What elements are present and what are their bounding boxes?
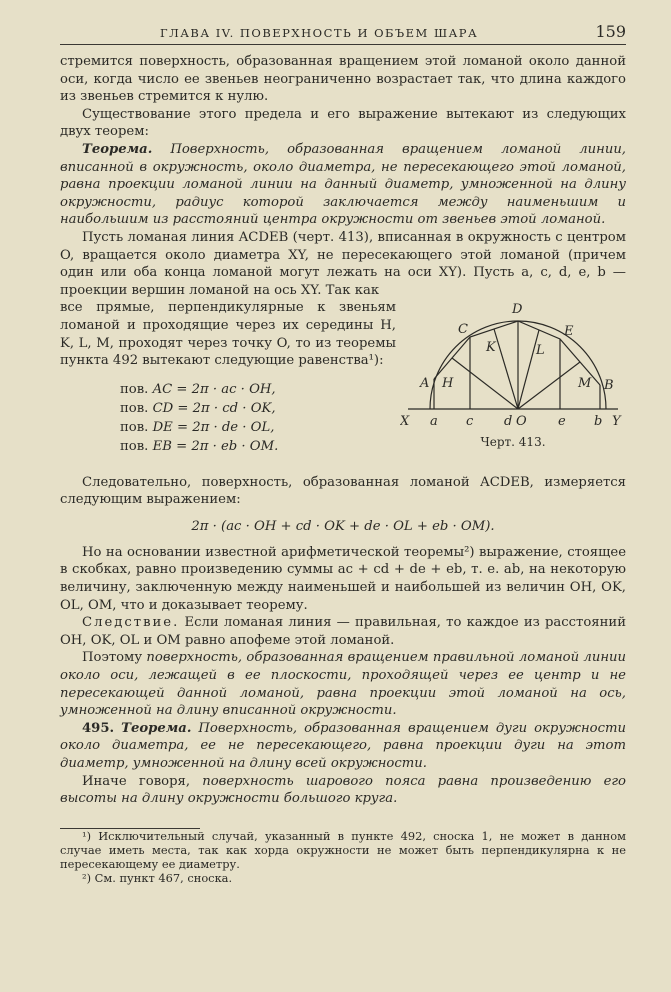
label-A: A <box>420 376 430 392</box>
label-D: D <box>512 302 523 318</box>
theorem-1-text: Поверхность, образованная вращением ломаной линии, вписанной в окружность, около диаметра, не пересекающего этой ломаной, равна проекции ломаной линии на данный диаметр, умноженной на длину окружности, радиус которой заключается между наименьшим и наибольшим из расстояний центра окружности от звеньев этой ломаной. <box>60 141 626 228</box>
paragraph-1: стремится поверхность, образованная вращением этой ломаной около данной оси, когда число ее звеньев неограниченно возрастает так, что длина каждого из звеньев стремится к нулю. <box>60 54 626 105</box>
paragraph-5: Но на основании известной арифметической теоремы²) выражение, стоящее в скобках, равно произведению суммы ac + cd + de + eb, т. е. ab, на некоторую величину, заключенную между наименьшей и наибольшей из величин OH, OK, OL, OM, что и доказывает теорему. <box>60 544 626 613</box>
paragraph-6-lead: Поэтому <box>82 650 143 666</box>
theorem-1 <box>60 141 626 229</box>
theorem-495 <box>60 720 626 773</box>
label-a: a <box>430 414 438 430</box>
equation-1: пов. AC = 2π · ac · OH, <box>120 381 276 397</box>
equation-3: пов. DE = 2π · de · OL, <box>120 419 275 435</box>
label-O: O <box>516 414 527 430</box>
figure-413-drawing <box>400 299 626 429</box>
theorem-1-label: Теорема. <box>82 141 153 157</box>
label-c: c <box>466 414 474 430</box>
paragraph-6-text: поверхность, образованная вращением правильной ломаной линии около оси, лежащей в ее плоскости, проходящей через ее центр и не пересекающей данной ломаной, равна проекции этой ломаной на ось, умноженной на длину вписанной окружности. <box>60 650 626 719</box>
theorem-495-label: Теорема. <box>121 720 192 736</box>
paragraph-7 <box>60 773 626 808</box>
label-M: M <box>578 376 592 392</box>
equation-2: пов. CD = 2π · cd · OK, <box>120 400 276 416</box>
corollary-label: Следствие. <box>82 615 180 631</box>
label-Y: Y <box>612 414 621 430</box>
equation-4: пов. EB = 2π · eb · OM. <box>120 438 279 454</box>
figure-caption: Черт. 413. <box>480 435 546 450</box>
figure-block <box>60 299 626 455</box>
theorem-495-text: Поверхность, образованная вращением дуги окружности около диаметра, ее не пересекающего, равна проекции дуги на этот диаметр, умноженной на длину всей окружности. <box>60 720 626 771</box>
paragraph-3-continued: все прямые, перпендикулярные к звеньям ломаной и проходящие через их середины H, K, L, M, проходят через точку O, то из теоремы пункта 492 вытекают следующие равенства¹): <box>60 300 396 369</box>
label-b: b <box>594 414 603 430</box>
corollary-text: Если ломаная линия — правильная, то каждое из расстояний OH, OK, OL и OM равно апофеме этой ломаной. <box>60 615 626 648</box>
running-header <box>60 22 626 45</box>
label-e: e <box>558 414 566 430</box>
page-number: 159 <box>595 22 626 41</box>
theorem-495-number: 495. <box>82 720 115 736</box>
paragraph-2: Существование этого предела и его выражение вытекают из следующих двух теорем: <box>60 106 626 140</box>
paragraph-7-text: поверхность шарового пояса равна произведению его высоты на длину окружности большого круга. <box>60 773 626 807</box>
label-K: K <box>486 340 496 356</box>
label-X: X <box>400 414 410 430</box>
label-E: E <box>564 324 574 340</box>
footnote-2: ²) См. пункт 467, сноска. <box>82 870 233 885</box>
paragraph-3: Пусть ломаная линия ACDEB (черт. 413), вписанная в окружность с центром O, вращается около диаметра XY, не пересекающего этой ломаной (причем один или оба конца ломаной могут лежать на оси XY). Пусть a, c, d, e, b — проекции вершин ломаной на ось XY. Так как <box>60 229 626 298</box>
label-H: H <box>442 376 454 392</box>
paragraph-7-lead: Иначе говоря, <box>82 773 191 789</box>
book-page <box>60 22 626 885</box>
paragraph-4: Следовательно, поверхность, образованная ломаной ACDEB, измеряется следующим выражением: <box>60 474 626 508</box>
label-L: L <box>536 343 545 359</box>
paragraph-6 <box>60 649 626 719</box>
corollary <box>60 614 626 649</box>
figure-413 <box>400 299 626 449</box>
label-d: d <box>504 414 513 430</box>
chapter-title: ГЛАВА IV. ПОВЕРХНОСТЬ И ОБЪЕМ ШАРА <box>160 26 479 40</box>
footnote-1: ¹) Исключительный случай, указанный в пункте 492, сноска 1, не может в данном случае иметь места, так как хорда окружности не может быть перпендикулярна к не пересекающему ее диаметру. <box>60 828 626 871</box>
main-formula: 2π · (ac · OH + cd · OK + de · OL + eb · OM). <box>191 518 495 534</box>
label-B: B <box>604 378 614 394</box>
label-C: C <box>458 322 468 338</box>
